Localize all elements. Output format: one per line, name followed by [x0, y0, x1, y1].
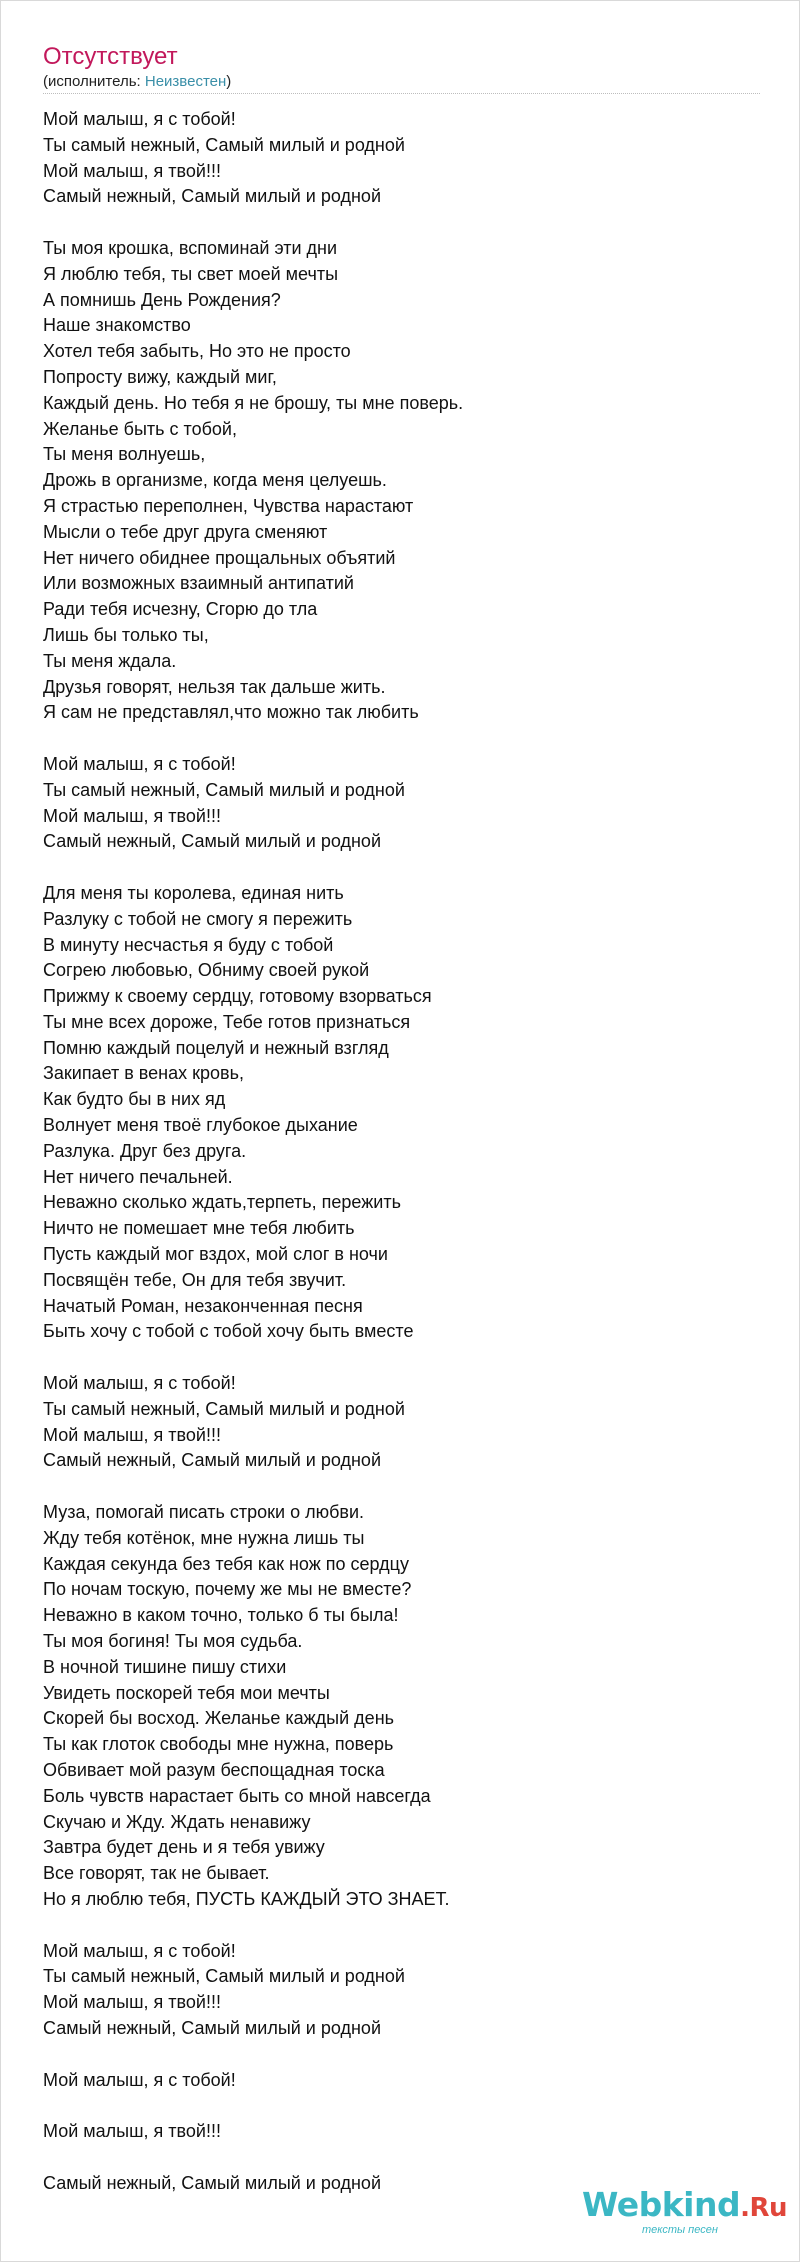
lyric-line: Пусть каждый мог вздох, мой слог в ночи [43, 1244, 388, 1265]
lyric-line: Разлуку с тобой не смогу я пережить [43, 908, 353, 929]
lyric-line: Мой малыш, я с тобой! [43, 753, 236, 774]
lyric-line: Быть хочу с тобой с тобой хочу быть вместе [43, 1321, 414, 1342]
lyric-blank-line [43, 1474, 743, 1500]
lyric-line: Мой малыш, я твой!!! [43, 805, 221, 826]
lyric-line: Для меня ты королева, единая нить [43, 882, 344, 903]
lyric-line: Увидеть поскорей тебя мои мечты [43, 1682, 330, 1703]
lyric-line: Ты самый нежный, Самый милый и родной [43, 134, 405, 155]
lyric-line: Мой малыш, я твой!!! [43, 1992, 221, 2013]
lyric-blank-line [43, 2042, 743, 2068]
lyric-line: Друзья говорят, нельзя так дальше жить. [43, 676, 386, 697]
logo-wordmark [582, 2185, 788, 2226]
lyric-line: Скорей бы восход. Желанье каждый день [43, 1708, 395, 1729]
lyric-blank-line [43, 1913, 743, 1939]
lyric-line: Каждый день. Но тебя я не брошу, ты мне поверь. [43, 392, 464, 413]
lyric-line: Или возможных взаимный антипатий [43, 573, 354, 594]
song-title: Отсутствует [43, 43, 178, 70]
lyric-line: Помню каждый поцелуй и нежный взгляд [43, 1037, 389, 1058]
lyric-line: Все говорят, так не бывает. [43, 1863, 270, 1884]
lyric-line: Самый нежный, Самый милый и родной [43, 831, 382, 852]
lyric-line: Я люблю тебя, ты свет моей мечты [43, 263, 339, 284]
lyric-blank-line [43, 2145, 743, 2171]
lyric-line: Как будто бы в них яд [43, 1089, 226, 1110]
lyric-line: Ты моя крошка, вспоминай эти дни [43, 237, 338, 258]
lyric-line: Но я люблю тебя, ПУСТЬ КАЖДЫЙ ЭТО ЗНАЕТ. [43, 1888, 450, 1909]
lyric-line: Мой малыш, я с тобой! [43, 2069, 236, 2090]
lyric-line: Разлука. Друг без друга. [43, 1140, 247, 1161]
lyric-blank-line [43, 726, 743, 752]
performer-link[interactable]: Неизвестен [144, 73, 227, 90]
lyric-line: Самый нежный, Самый милый и родной [43, 186, 382, 207]
lyric-line: Обвивает мой разум беспощадная тоска [43, 1760, 385, 1780]
lyric-line: Неважно сколько ждать,терпеть, пережить [43, 1192, 401, 1213]
lyric-line: Ничто не помешает мне тебя любить [43, 1218, 355, 1239]
lyric-line: Скучаю и Жду. Ждать ненавижу [43, 1811, 311, 1832]
performer-prefix: (исполнитель: [43, 73, 145, 90]
lyric-line: В ночной тишине пишу стихи [43, 1656, 287, 1677]
logo-name: Webkind [582, 2185, 741, 2224]
lyric-line: Ради тебя исчезну, Сгорю до тла [43, 599, 318, 620]
lyric-line: Попросту вижу, каждый миг, [43, 366, 277, 387]
lyric-line: Муза, помогай писать строки о любви. [43, 1502, 365, 1523]
lyric-line: Ты меня ждала. [43, 650, 177, 671]
lyric-line: Неважно в каком точно, только б ты была! [43, 1605, 399, 1626]
lyric-line: Боль чувств нарастает быть со мной навсегда [43, 1785, 431, 1806]
lyric-line: Мой малыш, я твой!!! [43, 160, 221, 181]
title-divider [43, 93, 760, 94]
lyric-line: Каждая секунда без тебя как нож по сердцу [43, 1553, 409, 1574]
lyric-blank-line [43, 855, 743, 881]
lyric-line: Я страстью переполнен, Чувства нарастают [43, 495, 414, 516]
lyric-line: Наше знакомство [43, 315, 191, 336]
lyric-line: Ты самый нежный, Самый милый и родной [43, 1966, 405, 1987]
lyric-line: Мой малыш, я с тобой! [43, 1940, 236, 1961]
performer-suffix: ) [226, 73, 232, 90]
lyric-line: Лишь бы только ты, [43, 624, 209, 645]
lyric-line: Прижму к своему сердцу, готовому взорваться [43, 986, 432, 1007]
lyric-line: Закипает в венах кровь, [43, 1063, 244, 1084]
logo-suffix: .Ru [740, 2193, 788, 2223]
performer-line [43, 72, 231, 92]
lyric-blank-line [43, 210, 743, 236]
logo-tagline: тексты песен [642, 2224, 718, 2236]
lyric-line: Жду тебя котёнок, мне нужна лишь ты [43, 1527, 365, 1548]
lyric-line: Мой малыш, я твой!!! [43, 1424, 221, 1445]
lyric-line: А помнишь День Рождения? [43, 289, 281, 310]
lyric-line: Самый нежный, Самый милый и родной [43, 1450, 382, 1471]
lyric-line: Дрожь в организме, когда меня целуешь. [43, 470, 387, 491]
lyric-line: Волнует меня твоё глубокое дыхание [43, 1115, 358, 1136]
lyric-line: Желанье быть с тобой, [43, 418, 237, 439]
lyric-line: Ты моя богиня! Ты моя судьба. [43, 1631, 303, 1652]
lyrics-block [43, 107, 743, 2197]
lyric-line: Мой малыш, я твой!!! [43, 2121, 221, 2142]
lyric-line: Согрею любовью, Обниму своей рукой [43, 960, 370, 981]
lyric-line: Посвящён тебе, Он для тебя звучит. [43, 1269, 347, 1290]
lyric-line: Начатый Роман, незаконченная песня [43, 1295, 363, 1316]
lyric-line: В минуту несчастья я буду с тобой [43, 934, 334, 955]
site-logo[interactable] [582, 2185, 788, 2247]
lyric-line: Завтра будет день и я тебя увижу [43, 1837, 325, 1858]
lyric-line: Мой малыш, я с тобой! [43, 109, 236, 129]
lyric-line: Нет ничего печальней. [43, 1166, 233, 1187]
lyric-line: Мысли о тебе друг друга сменяют [43, 521, 328, 542]
lyric-line: Нет ничего обиднее прощальных объятий [43, 547, 396, 568]
lyric-line: По ночам тоскую, почему же мы не вместе? [43, 1579, 412, 1600]
lyric-line: Ты как глоток свободы мне нужна, поверь [43, 1734, 394, 1755]
lyric-line: Хотел тебя забыть, Но это не просто [43, 341, 351, 362]
lyric-line: Ты самый нежный, Самый милый и родной [43, 779, 405, 800]
lyric-line: Самый нежный, Самый милый и родной [43, 2172, 382, 2193]
lyric-blank-line [43, 1345, 743, 1371]
lyric-line: Ты самый нежный, Самый милый и родной [43, 1398, 405, 1419]
lyric-line: Ты мне всех дороже, Тебе готов признаться [43, 1011, 411, 1032]
lyric-line: Я сам не представлял,что можно так любить [43, 702, 419, 723]
lyric-blank-line [43, 2093, 743, 2119]
lyric-line: Самый нежный, Самый милый и родной [43, 2017, 382, 2038]
lyric-line: Мой малыш, я с тобой! [43, 1373, 236, 1394]
lyric-line: Ты меня волнуешь, [43, 444, 206, 465]
